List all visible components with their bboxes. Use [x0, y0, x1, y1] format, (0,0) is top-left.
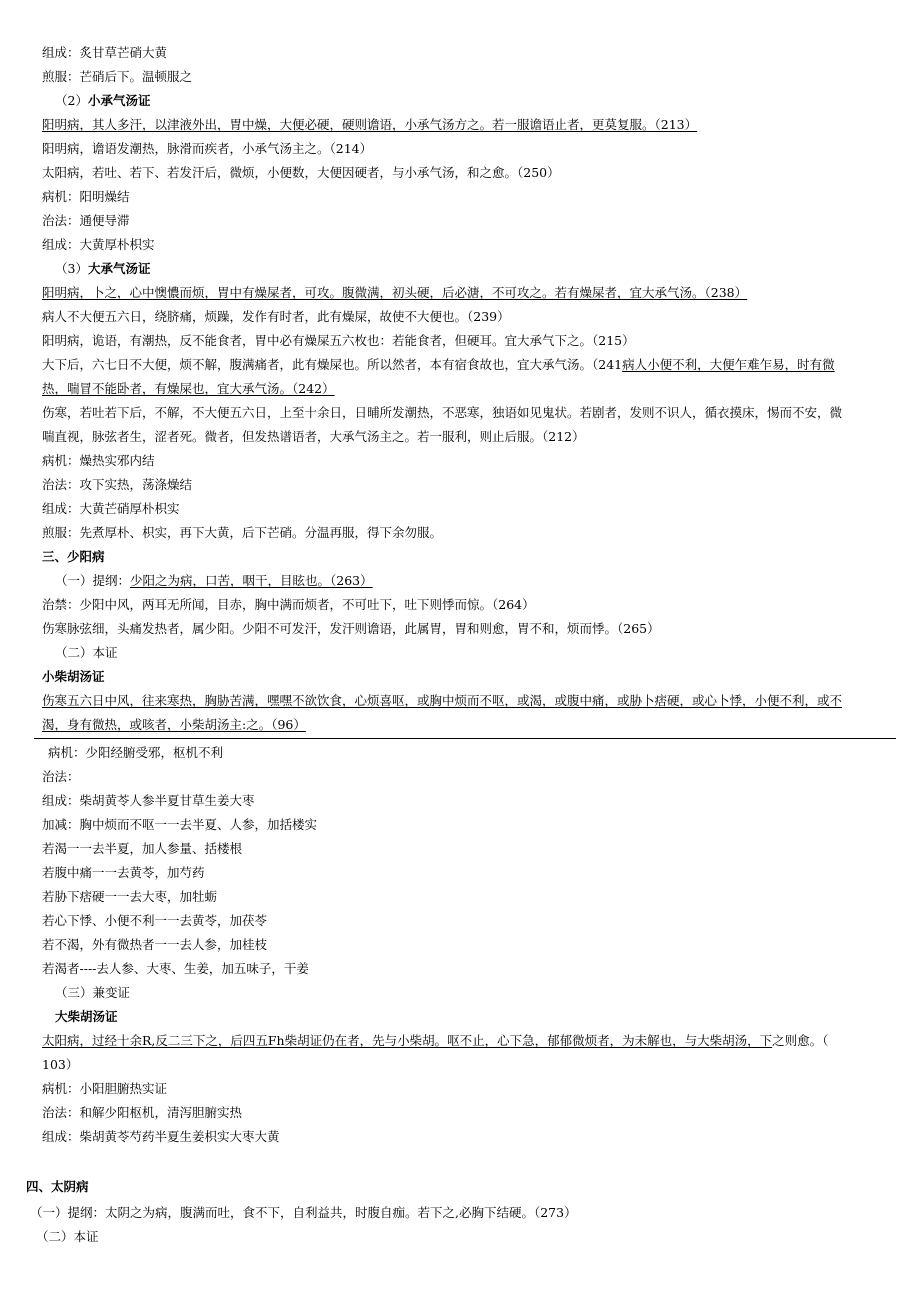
section-heading: 小柴胡汤证 — [42, 669, 105, 684]
text-line: （二）本证 — [36, 1229, 99, 1244]
text-line: 大下后，六七日不大便，烦不解，腹满痛者，此有燥屎也。所以然者，本有宿食故也，宜大承气汤。（241病人小便不利，大便乍难乍易，时有微 — [42, 357, 835, 372]
text-line: 煎服：先煮厚朴、枳实，再下大黄，后下芒硝。分温再服，得下余勿服。 — [42, 525, 443, 540]
text-line: 伤寒，若吐若下后，不解，不大便五六日，上至十余日，日晡所发潮热，不恶寒，独语如见鬼状。若剧者，发则不识人，循衣摸床，惕而不安，微 — [42, 405, 843, 420]
text-line: 若不渴，外有微热者一一去人参，加桂枝 — [42, 937, 268, 952]
text-line: （三）兼变证 — [55, 985, 131, 1000]
text-line: 太阳病，过经十余R,反二三下之，后四五Fh柴胡证仍在者，先与小柴胡。呕不止，心下急，郁郁微烦者，为未解也，与大柴胡汤，下之则愈。（ — [42, 1033, 829, 1048]
text-line: 病机：燥热实邪内结 — [42, 453, 155, 468]
text-line: 治禁：少阳中风，两耳无所闻，目赤，胸中满而烦者，不可吐下，吐下则悸而惊。（264） — [42, 597, 535, 612]
text-line: 若心下悸、小便不利一一去黄苓，加茯苓 — [42, 913, 268, 928]
text-line: 若胁下痞硬一一去大枣，加牡蛎 — [42, 889, 218, 904]
text-line: 伤寒脉弦细，头痛发热者，属少阳。少阳不可发汗，发汗则谵语，此属胃，胃和则愈，胃不和，烦而悸。（265） — [42, 621, 660, 636]
section-heading: （2）小承气汤证 — [55, 93, 151, 108]
text-line: 组成：炙甘草芒硝大黄 — [42, 45, 168, 60]
text-line: 组成：柴胡黄苓人参半夏甘草生姜大枣 — [42, 793, 255, 808]
text-line: 渴，身有微热，或咳者，小柴胡汤主:之。（96） — [42, 717, 306, 732]
text-line: 阳明病，卜之，心中懊憹而烦，胃中有燥屎者，可攻。腹微满，初头硬，后必溏，不可攻之。若有燥屎者，宜大承气汤。（238） — [42, 285, 748, 300]
text-line: 组成：柴胡黄苓芍药半夏生姜枳实大枣大黄 — [42, 1129, 280, 1144]
chapter-heading: 四、太阴病 — [26, 1179, 89, 1194]
text-line: 太阳病，若吐、若下、若发汗后，微烦，小便数，大便因硬者，与小承气汤，和之愈。（250） — [42, 165, 560, 180]
text-line: 病人不大便五六日，绕脐痛，烦躁，发作有时者，此有燥屎，故使不大便也。（239） — [42, 309, 510, 324]
text-line: 阳明病，诡语，有潮热，反不能食者，胃中必有燥屎五六枚也：若能食者，但硬耳。宜大承气下之。（215） — [42, 333, 635, 348]
text-line: 组成：大黄芒硝厚朴枳实 — [42, 501, 180, 516]
text-line: （一）提纲：少阳之为病，口苦，咽干，目眩也。（263） — [55, 573, 373, 588]
chapter-heading: 三、少阳病 — [42, 549, 105, 564]
text-line: 阳明病，其人多汗，以津液外出，胃中燥，大便必硬，硬则谵语，小承气汤方之。若一服谵语止者，更莫复服。（213） — [42, 117, 698, 132]
text-line: 伤寒五六日中风，往来寒热，胸胁苦满，嘿嘿不欲饮食，心烦喜呕，或胸中烦而不呕，或渴，或腹中痛，或胁卜痞硬，或心卜悸，小便不利，或不 — [42, 693, 843, 708]
section-heading: （3）大承气汤证 — [55, 261, 151, 276]
text-line: 病机：阳明燥结 — [42, 189, 130, 204]
text-line: 病机：小阳胆腑热实证 — [42, 1081, 168, 1096]
text-line: （二）本证 — [55, 645, 118, 660]
divider — [34, 738, 896, 739]
text-line: 若渴一一去半夏，加人参量、括楼根 — [42, 841, 243, 856]
text-line: 治法：攻下实热，荡涤燥结 — [42, 477, 193, 492]
text-line: 病机：少阳经腑受邪，枢机不利 — [48, 745, 224, 760]
text-line: 治法：和解少阳枢机，清泻胆腑实热 — [42, 1105, 243, 1120]
text-line: 热，喘冒不能卧者，有燥屎也，宜大承气汤。（242） — [42, 381, 335, 396]
text-line: （一）提纲：太阴之为病，腹满而吐，食不下，自利益共，时腹自痂。若下之,必胸下结硬。（273） — [30, 1205, 577, 1220]
text-line: 103） — [42, 1057, 79, 1072]
text-line: 若渴者----去人参、大枣、生姜，加五味子，干姜 — [42, 961, 309, 976]
text-line: 治法：通便导滞 — [42, 213, 130, 228]
section-heading: 大柴胡汤证 — [55, 1009, 118, 1024]
text-line: 阳明病，谵语发潮热，脉滑而疾者，小承气汤主之。（214） — [42, 141, 373, 156]
text-line: 喘直视，脉弦者生，涩者死。微者，但发热谱语者，大承气汤主之。若一服利，则止后服。（212） — [42, 429, 585, 444]
text-line: 组成：大黄厚朴枳实 — [42, 237, 155, 252]
text-line: 煎服：芒硝后下。温顿服之 — [42, 69, 193, 84]
text-line: 若腹中痛一一去黄苓，加芍药 — [42, 865, 205, 880]
text-line: 加减：胸中烦而不呕一一去半夏、人参，加括楼实 — [42, 817, 318, 832]
text-line: 治法： — [42, 769, 80, 784]
